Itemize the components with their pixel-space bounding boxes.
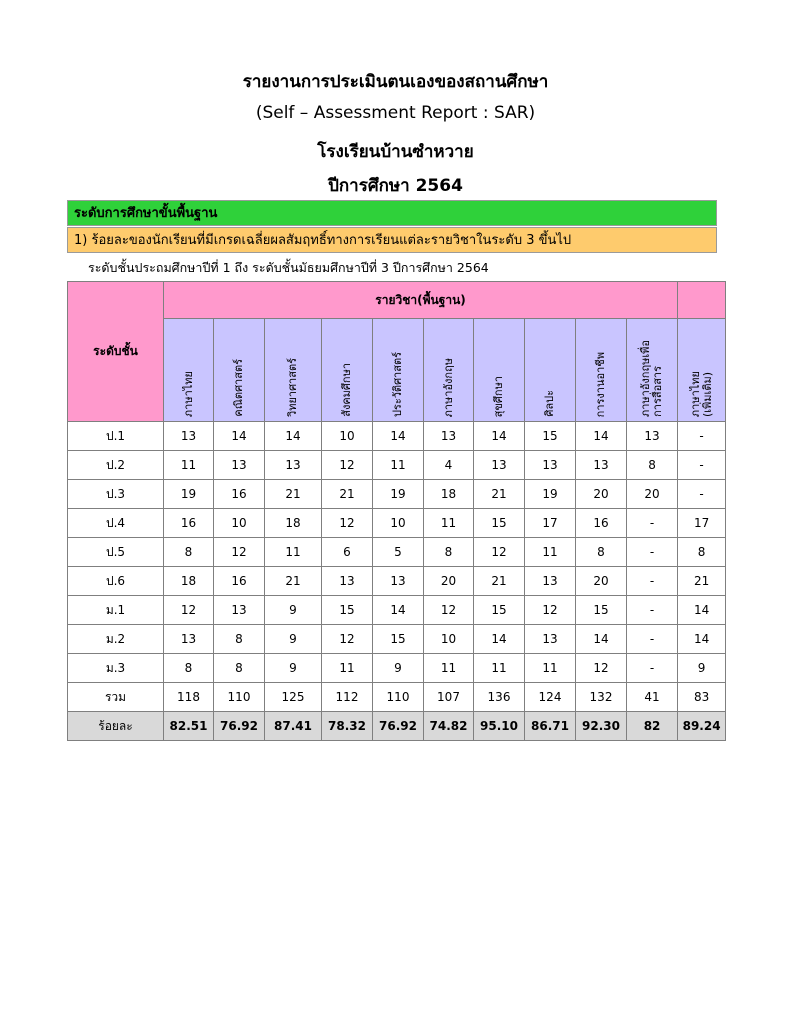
subject-header [525,319,576,422]
table-row [68,596,726,625]
table-cell: 19 [373,480,424,509]
row-label: ป.6 [68,567,164,596]
report-title: รายงานการประเมินตนเองของสถานศึกษา [242,72,549,92]
row-label: ม.3 [68,654,164,683]
table-cell: - [678,480,726,509]
table-cell: 8 [164,538,214,567]
table-cell: - [678,422,726,451]
table-cell: 13 [164,625,214,654]
report-subtitle: (Self – Assessment Report : SAR) [255,103,536,123]
table-cell: 12 [322,625,373,654]
table-cell: - [678,451,726,480]
table-row [68,654,726,683]
percent-cell: 82.51 [164,712,214,741]
table-cell: 14 [576,422,627,451]
table-cell: 12 [322,509,373,538]
row-label: ป.1 [68,422,164,451]
percent-cell: 87.41 [265,712,322,741]
table-cell: - [627,567,678,596]
row-label: รวม [68,683,164,712]
row-label: ร้อยละ [68,712,164,741]
table-cell: 132 [576,683,627,712]
table-cell: 9 [265,625,322,654]
subject-header [265,319,322,422]
row-label: ป.5 [68,538,164,567]
table-cell: 10 [322,422,373,451]
table-body [68,422,726,741]
percent-cell: 82 [627,712,678,741]
subject-header [322,319,373,422]
table-cell: 136 [474,683,525,712]
table-cell: 11 [424,654,474,683]
row-label: ม.2 [68,625,164,654]
row-label: ป.4 [68,509,164,538]
table-cell: 12 [164,596,214,625]
table-row [68,509,726,538]
table-cell: 14 [678,625,726,654]
table-cell: 107 [424,683,474,712]
table-cell: 13 [373,567,424,596]
table-cell: 16 [214,480,265,509]
table-cell: 19 [525,480,576,509]
table-cell: 9 [265,596,322,625]
table-subtitle: ระดับชั้นประถมศึกษาปีที่ 1 ถึง ระดับชั้นมัธยมศึกษาปีที่ 3 ปีการศึกษา 2564 [88,260,489,275]
academic-year: ปีการศึกษา 2564 [328,176,463,196]
table-row [68,683,726,712]
table-cell: 15 [474,509,525,538]
table-cell: 110 [214,683,265,712]
table-cell: 10 [373,509,424,538]
table-cell: 20 [576,480,627,509]
table-cell: 16 [214,567,265,596]
table-cell: 17 [525,509,576,538]
table-cell: 16 [164,509,214,538]
table-cell: 9 [678,654,726,683]
percent-cell: 95.10 [474,712,525,741]
percent-cell: 89.24 [678,712,726,741]
table-cell: 4 [424,451,474,480]
table-cell: 13 [525,567,576,596]
table-cell: 12 [576,654,627,683]
subject-header-text: ภาษาอังกฤษเพื่อ [639,339,653,417]
indicator-band: 1) ร้อยละของนักเรียนที่มีเกรดเฉลี่ยผลสัมฤทธิ์ทางการเรียนแต่ละรายวิชาในระดับ 3 ขึ้นไป [67,227,717,253]
subject-header-text: (เพิ่มเติม) [700,372,714,417]
table-cell: 5 [373,538,424,567]
table-cell: 9 [373,654,424,683]
subject-header-text: ภาษาอังกฤษ [441,357,455,417]
table-cell: 8 [214,625,265,654]
table-cell: 11 [424,509,474,538]
percent-cell: 76.92 [373,712,424,741]
table-cell: 15 [322,596,373,625]
table-cell: 15 [576,596,627,625]
table-cell: 12 [214,538,265,567]
table-cell: 21 [474,480,525,509]
subject-header-text: คณิตศาสตร์ [232,359,245,417]
table-cell: 13 [474,451,525,480]
table-cell: 124 [525,683,576,712]
percent-cell: 78.32 [322,712,373,741]
table-cell: 112 [322,683,373,712]
table-cell: - [627,654,678,683]
table-cell: 10 [424,625,474,654]
table-cell: 14 [265,422,322,451]
table-cell: - [627,625,678,654]
table-cell: 10 [214,509,265,538]
table-cell: 13 [164,422,214,451]
level-header: ระดับชั้น [68,282,164,422]
subject-header [576,319,627,422]
table-cell: 13 [265,451,322,480]
table-cell: 41 [627,683,678,712]
table-cell: 15 [373,625,424,654]
table-cell: 21 [265,480,322,509]
table-cell: 14 [373,596,424,625]
row-label: ป.3 [68,480,164,509]
school-name: โรงเรียนบ้านซำหวาย [317,142,474,162]
table-cell: 118 [164,683,214,712]
table-cell: 8 [576,538,627,567]
grades-table [67,281,726,741]
table-row [68,625,726,654]
education-level-band: ระดับการศึกษาขั้นพื้นฐาน [67,200,717,226]
table-cell: 20 [576,567,627,596]
table-cell: 8 [214,654,265,683]
subject-header [373,319,424,422]
row-label: ป.2 [68,451,164,480]
table-cell: 12 [474,538,525,567]
table-row [68,422,726,451]
table-cell: 12 [525,596,576,625]
table-cell: 18 [164,567,214,596]
subject-header-text: สุขศึกษา [492,375,505,417]
table-cell: 8 [424,538,474,567]
table-row [68,480,726,509]
table-cell: 11 [525,654,576,683]
table-row [68,567,726,596]
table-cell: 13 [214,596,265,625]
table-cell: 17 [678,509,726,538]
subject-header [164,319,214,422]
table-cell: 21 [474,567,525,596]
table-cell: 13 [525,625,576,654]
subject-header [424,319,474,422]
percent-row [68,712,726,741]
table-cell: 20 [424,567,474,596]
subject-header-text: สังคมศึกษา [340,363,353,417]
subject-header-text: ภาษาไทย [688,370,702,417]
percent-cell: 74.82 [424,712,474,741]
table-cell: 18 [424,480,474,509]
table-cell: 14 [474,625,525,654]
subject-header [627,319,678,422]
table-cell: 8 [164,654,214,683]
subject-header [678,319,726,422]
table-cell: 12 [424,596,474,625]
table-cell: - [627,538,678,567]
table-cell: 14 [474,422,525,451]
table-cell: 9 [265,654,322,683]
subject-header-text: ภาษาไทย [181,370,195,417]
table-cell: 110 [373,683,424,712]
percent-cell: 76.92 [214,712,265,741]
table-cell: 15 [474,596,525,625]
subject-header-text: ประวัติศาสตร์ [391,351,404,417]
subject-group-header: รายวิชา(พื้นฐาน) [164,282,678,319]
table-cell: 18 [265,509,322,538]
table-cell: 14 [373,422,424,451]
table-cell: 21 [265,567,322,596]
table-cell: 13 [525,451,576,480]
table-cell: 8 [678,538,726,567]
table-cell: 13 [576,451,627,480]
table-cell: 83 [678,683,726,712]
table-cell: 21 [678,567,726,596]
table-cell: 14 [214,422,265,451]
table-cell: 14 [576,625,627,654]
table-cell: 13 [424,422,474,451]
table-cell: 16 [576,509,627,538]
table-row [68,451,726,480]
subject-header-text: ศิลปะ [543,390,556,417]
table-cell: 21 [322,480,373,509]
table-cell: 13 [214,451,265,480]
table-cell: 15 [525,422,576,451]
table-cell: 11 [164,451,214,480]
table-cell: 14 [678,596,726,625]
table-row [68,538,726,567]
table-cell: - [627,596,678,625]
subject-header-row [68,319,726,422]
table-cell: 125 [265,683,322,712]
table-cell: 20 [627,480,678,509]
table-cell: 19 [164,480,214,509]
table-cell: 8 [627,451,678,480]
subject-header [474,319,525,422]
table-cell: 13 [322,567,373,596]
subject-header-text: การงานอาชีพ [594,351,607,417]
table-cell: 11 [525,538,576,567]
table-cell: 11 [373,451,424,480]
subject-header-text: วิทยาศาสตร์ [286,358,299,417]
extra-header-cell [678,282,726,319]
table-cell: 11 [322,654,373,683]
row-label: ม.1 [68,596,164,625]
percent-cell: 92.30 [576,712,627,741]
table-cell: 11 [265,538,322,567]
table-cell: 13 [627,422,678,451]
subject-header [214,319,265,422]
table-cell: 6 [322,538,373,567]
table-cell: 11 [474,654,525,683]
table-cell: - [627,509,678,538]
table-cell: 12 [322,451,373,480]
subject-header-text: การสื่อสาร [651,366,665,417]
percent-cell: 86.71 [525,712,576,741]
